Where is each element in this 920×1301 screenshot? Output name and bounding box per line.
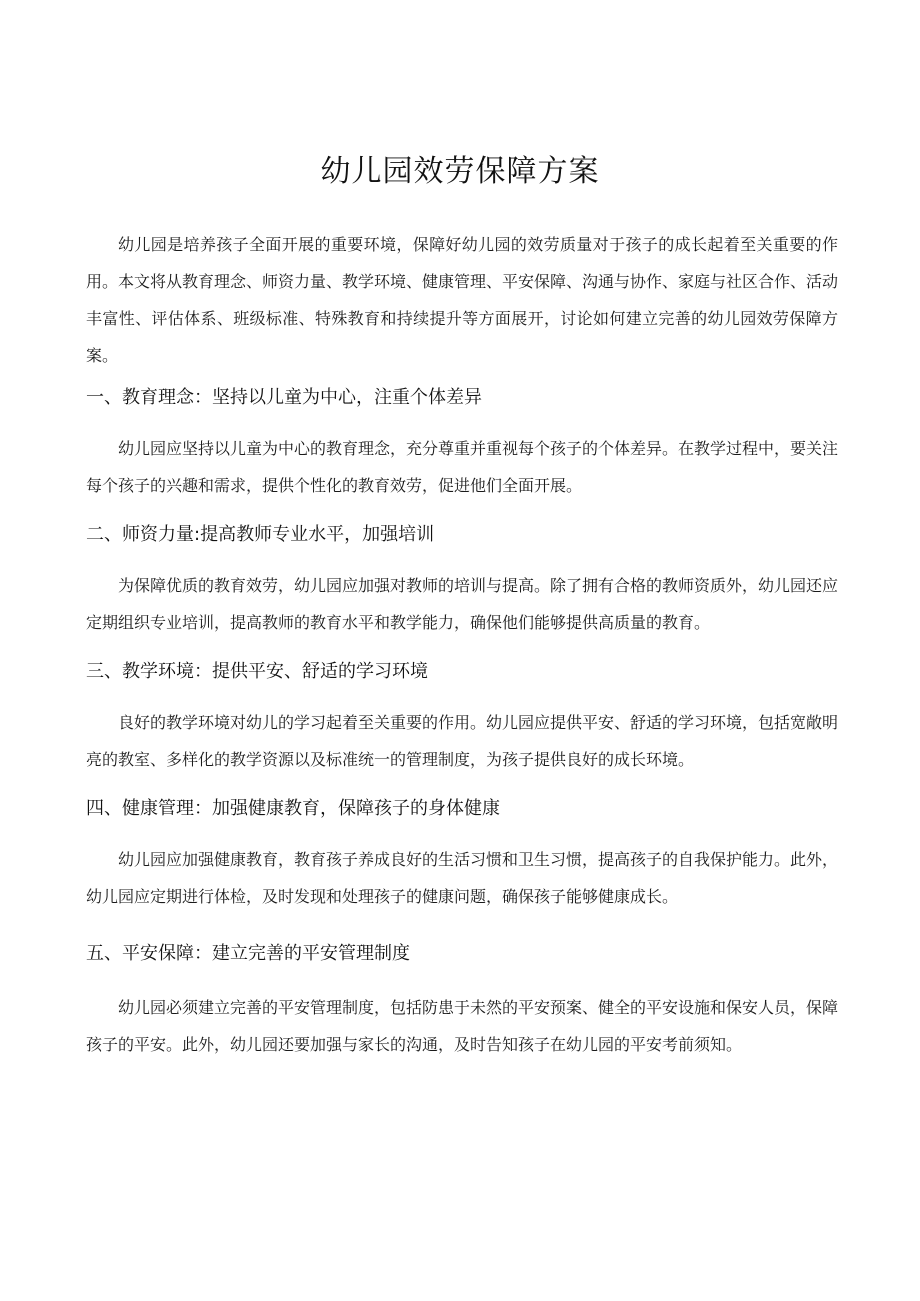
section-heading-teaching-environment: 三、教学环境：提供平安、舒适的学习环境 (86, 661, 428, 682)
page-title: 幼儿园效劳保障方案 (320, 154, 600, 189)
section-body-safety-guarantee: 幼儿园必须建立完善的平安管理制度，包括防患于未然的平安预案、健全的平安设施和保安人员，保障孩子的平安。此外，幼儿园还要加强与家长的沟通，及时告知孩子在幼儿园的平安考前须知。 (86, 998, 839, 1054)
section-body-health-management: 幼儿园应加强健康教育，教育孩子养成良好的生活习惯和卫生习惯，提高孩子的自我保护能力。此外，幼儿园应定期进行体检，及时发现和处理孩子的健康问题，确保孩子能够健康成长。 (86, 850, 839, 906)
section-body-education-philosophy: 幼儿园应坚持以儿童为中心的教育理念，充分尊重并重视每个孩子的个体差异。在教学过程中，要关注每个孩子的兴趣和需求，提供个性化的教育效劳，促进他们全面开展。 (86, 439, 839, 495)
section-body-teaching-environment: 良好的教学环境对幼儿的学习起着至关重要的作用。幼儿园应提供平安、舒适的学习环境，包括宽敞明亮的教室、多样化的教学资源以及标准统一的管理制度，为孩子提供良好的成长环境。 (86, 713, 839, 769)
section-heading-safety-guarantee: 五、平安保障：建立完善的平安管理制度 (86, 943, 410, 964)
section-heading-education-philosophy: 一、教育理念：坚持以儿童为中心，注重个体差异 (86, 387, 482, 408)
section-body-teaching-staff: 为保障优质的教育效劳，幼儿园应加强对教师的培训与提高。除了拥有合格的教师资质外，幼儿园还应定期组织专业培训，提高教师的教育水平和教学能力，确保他们能够提供高质量的教育。 (86, 576, 839, 632)
section-heading-health-management: 四、健康管理：加强健康教育，保障孩子的身体健康 (86, 798, 500, 819)
section-heading-teaching-staff: 二、师资力量:提高教师专业水平，加强培训 (86, 524, 435, 545)
intro-paragraph: 幼儿园是培养孩子全面开展的重要环境，保障好幼儿园的效劳质量对于孩子的成长起着至关重要的作用。本文将从教育理念、师资力量、教学环境、健康管理、平安保障、沟通与协作、家庭与社区合作、活动丰富性、评估体系、班级标准、特殊教育和持续提升等方面展开，讨论如何建立完善的幼儿园效劳保障方案。 (86, 235, 839, 365)
